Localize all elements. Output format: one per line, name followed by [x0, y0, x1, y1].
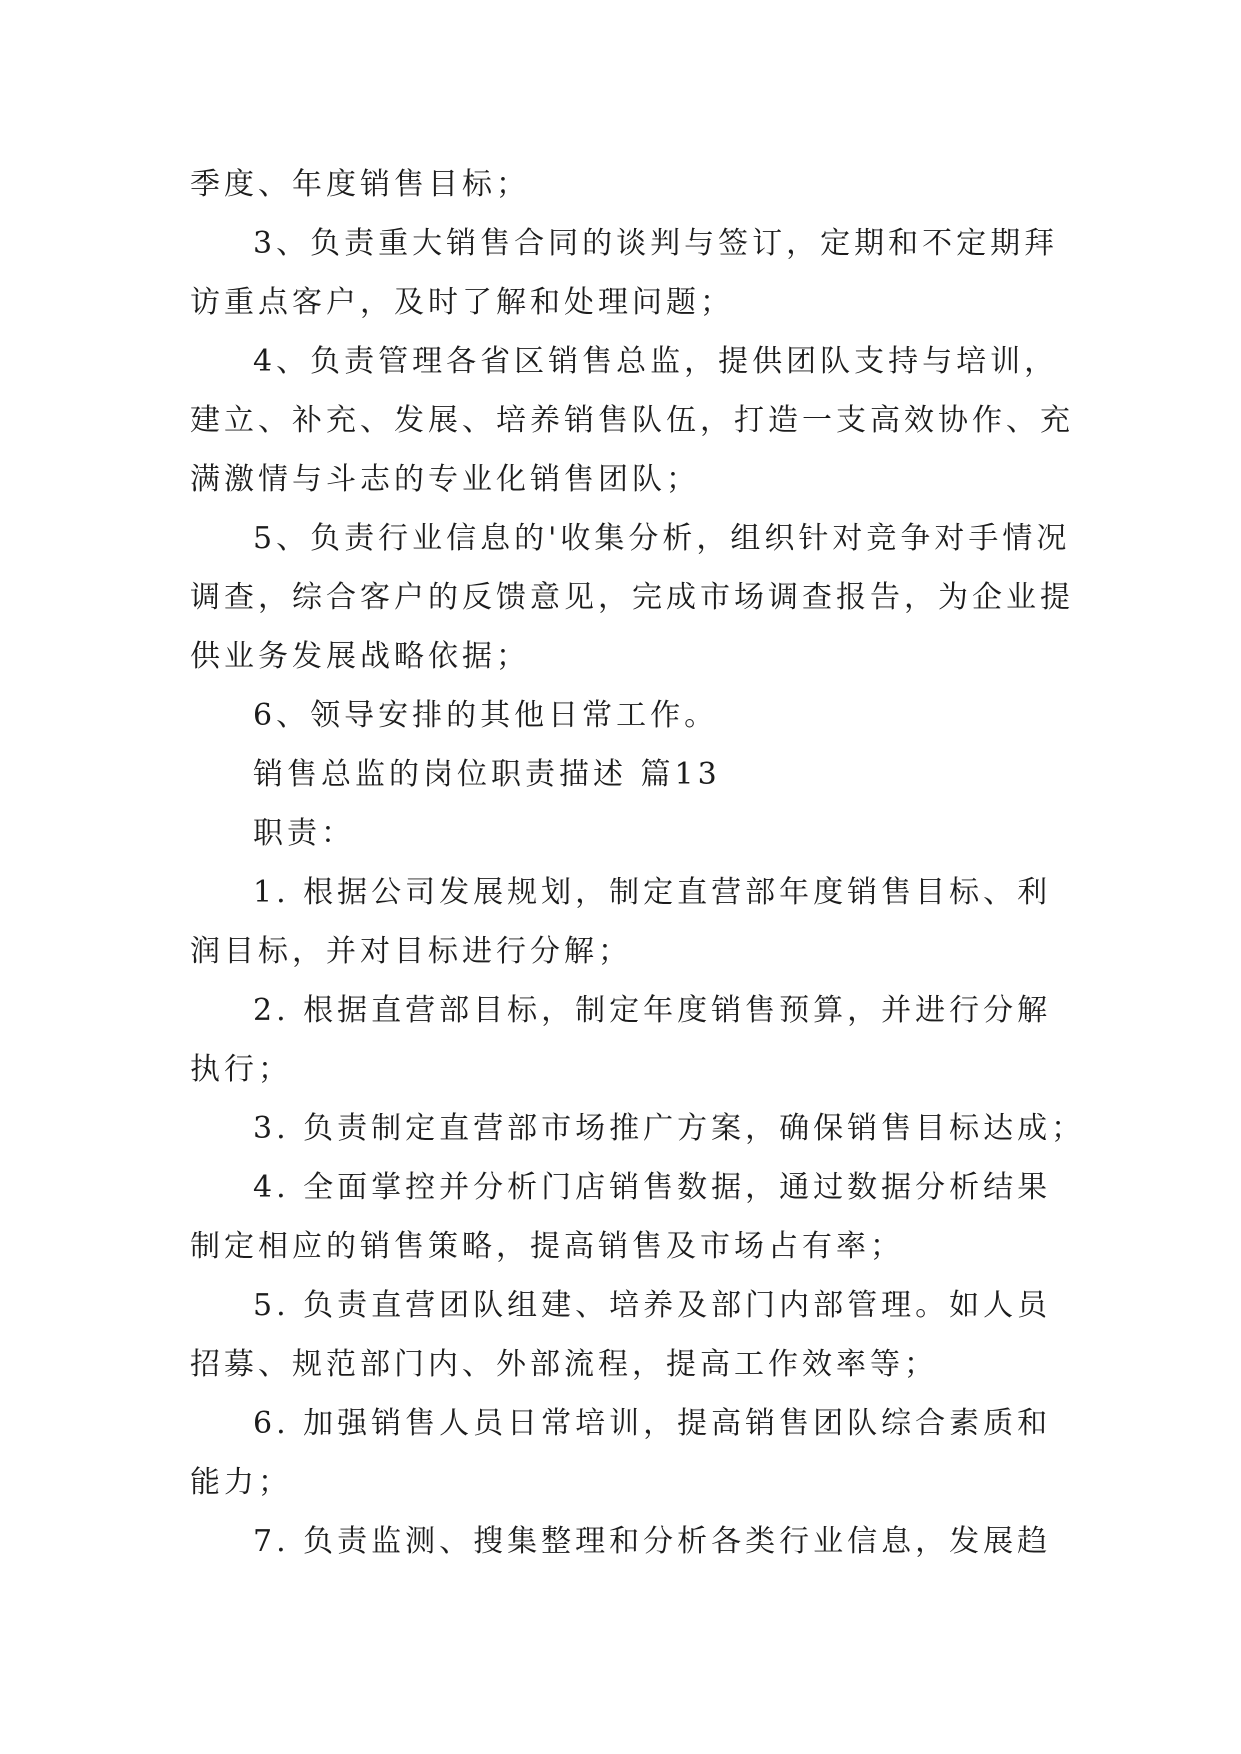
text-line: 能力； — [190, 1465, 292, 1500]
text-line: 润目标，并对目标进行分解； — [190, 934, 632, 969]
text-line: 建立、补充、发展、培养销售队伍，打造一支高效协作、充 — [190, 403, 1074, 438]
subsection-label: 职责： — [253, 816, 355, 851]
text-line: 访重点客户，及时了解和处理问题； — [190, 285, 734, 320]
text-line: 制定相应的销售策略，提高销售及市场占有率； — [190, 1229, 904, 1264]
text-line: 招募、规范部门内、外部流程，提高工作效率等； — [190, 1347, 938, 1382]
text-line: 3. 负责制定直营部市场推广方案，确保销售目标达成； — [253, 1111, 1086, 1146]
text-line: 7. 负责监测、搜集整理和分析各类行业信息，发展趋 — [253, 1524, 1052, 1559]
text-line: 5、负责行业信息的'收集分析，组织针对竞争对手情况 — [253, 521, 1071, 556]
text-line: 2. 根据直营部目标，制定年度销售预算，并进行分解 — [253, 993, 1052, 1028]
text-line: 4、负责管理各省区销售总监，提供团队支持与培训， — [253, 344, 1059, 379]
text-line: 供业务发展战略依据； — [190, 639, 530, 674]
document-body — [190, 155, 1086, 1571]
text-line: 3、负责重大销售合同的谈判与签订，定期和不定期拜 — [253, 226, 1059, 261]
text-line: 1. 根据公司发展规划，制定直营部年度销售目标、利 — [253, 875, 1052, 910]
text-line: 4. 全面掌控并分析门店销售数据，通过数据分析结果 — [253, 1170, 1052, 1205]
text-line: 6. 加强销售人员日常培训，提高销售团队综合素质和 — [253, 1406, 1052, 1441]
text-line: 5. 负责直营团队组建、培养及部门内部管理。如人员 — [253, 1288, 1052, 1323]
text-line: 满激情与斗志的专业化销售团队； — [190, 462, 700, 497]
text-line: 调查，综合客户的反馈意见，完成市场调查报告，为企业提 — [190, 580, 1074, 615]
text-line: 6、领导安排的其他日常工作。 — [253, 698, 719, 733]
section-heading: 销售总监的岗位职责描述 篇13 — [253, 757, 721, 792]
text-line: 季度、年度销售目标； — [190, 167, 530, 202]
text-line: 执行； — [190, 1052, 292, 1087]
